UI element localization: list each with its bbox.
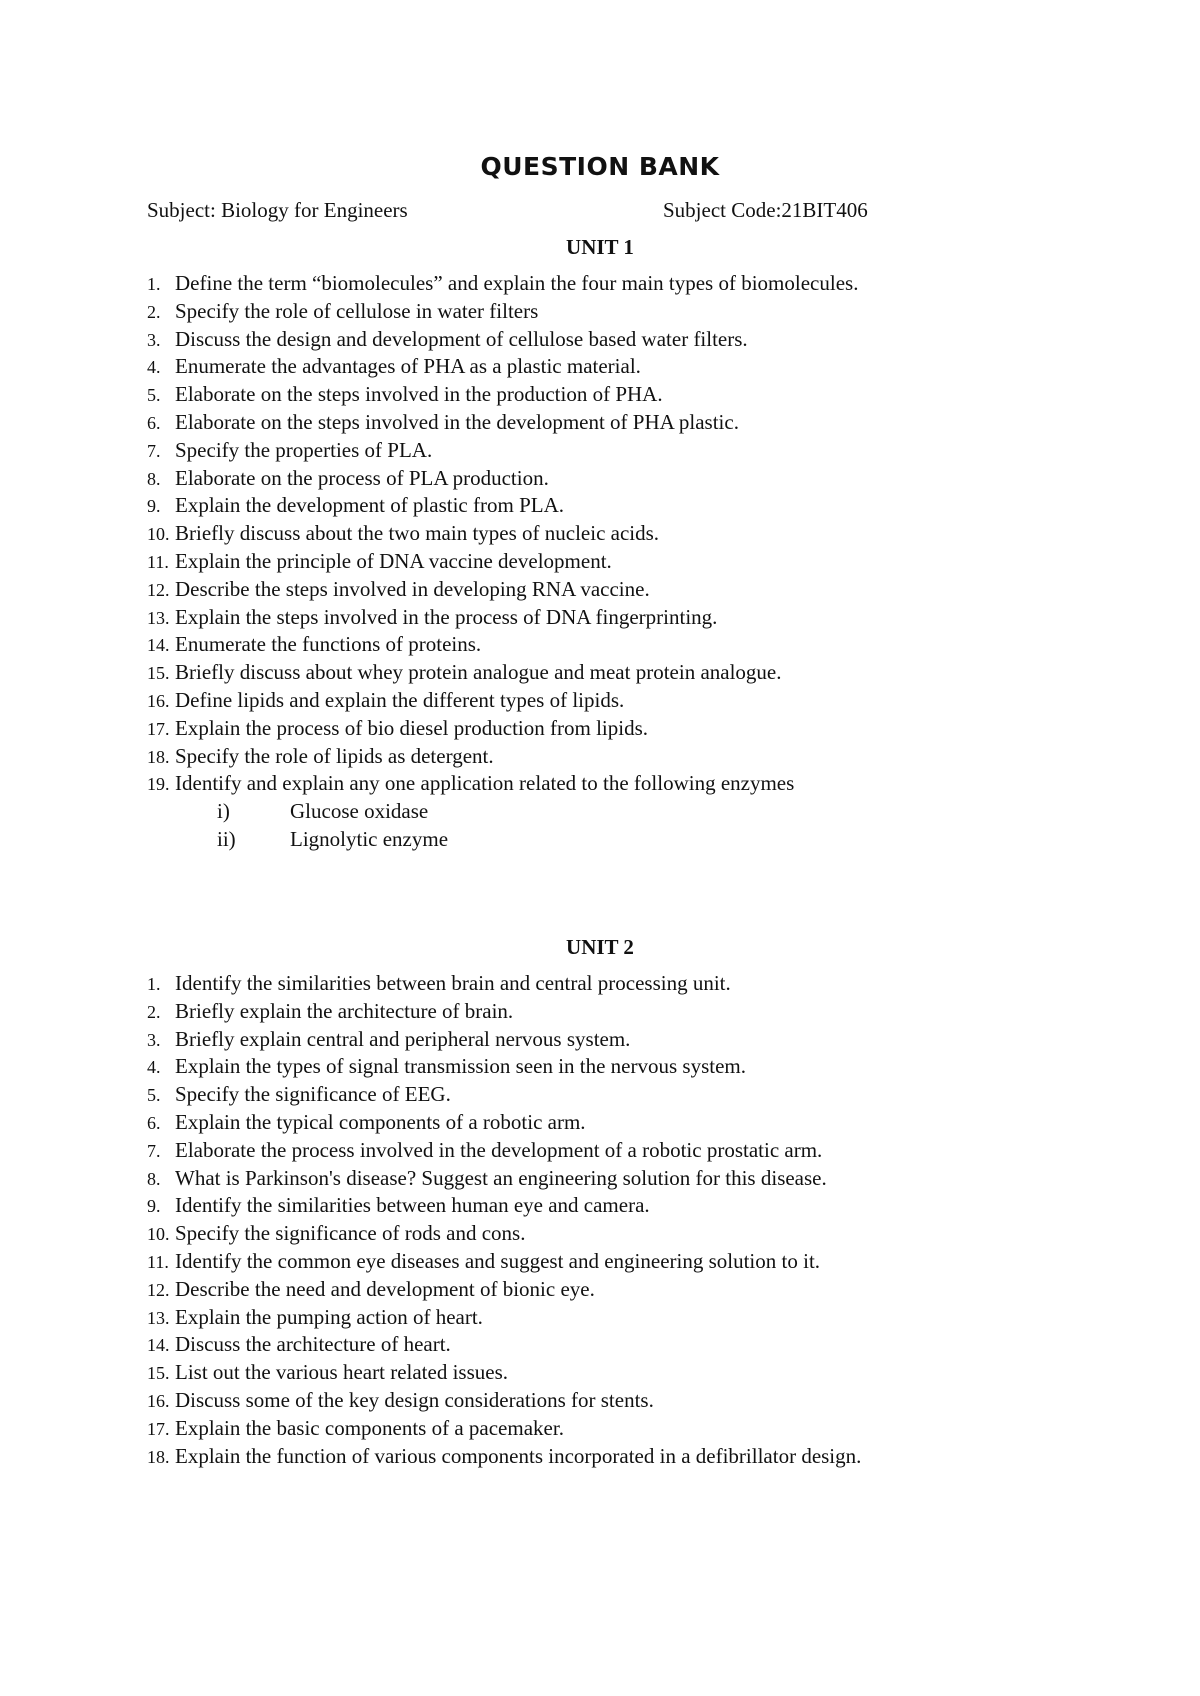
question-number: 15. bbox=[147, 663, 170, 684]
question-item bbox=[147, 270, 1047, 298]
question-item bbox=[147, 1192, 1047, 1220]
question-item bbox=[147, 998, 1047, 1026]
question-item bbox=[147, 548, 1047, 576]
question-item bbox=[147, 492, 1047, 520]
question-item bbox=[147, 1443, 1047, 1471]
question-item bbox=[147, 1304, 1047, 1332]
question-text: Discuss the architecture of heart. bbox=[175, 1332, 451, 1357]
sub-item bbox=[217, 798, 448, 826]
question-item bbox=[147, 409, 1047, 437]
question-text: Specify the significance of EEG. bbox=[175, 1082, 451, 1107]
question-number: 1. bbox=[147, 274, 161, 294]
question-number: 5. bbox=[147, 385, 161, 406]
subject-code: Subject Code:21BIT406 bbox=[663, 198, 868, 222]
question-item bbox=[147, 1359, 1047, 1387]
question-text: Discuss the design and development of cellulose based water filters. bbox=[175, 326, 748, 351]
question-number: 11. bbox=[147, 1251, 169, 1272]
question-number: 8. bbox=[147, 1168, 161, 1189]
question-number: 6. bbox=[147, 1112, 161, 1133]
question-item bbox=[147, 1331, 1047, 1359]
question-number: 2. bbox=[147, 301, 161, 322]
question-number: 18. bbox=[147, 1446, 170, 1467]
question-number: 9. bbox=[147, 496, 161, 517]
question-text: Explain the principle of DNA vaccine development. bbox=[175, 548, 612, 573]
question-number: 6. bbox=[147, 412, 161, 433]
question-number: 16. bbox=[147, 690, 170, 711]
question-item bbox=[147, 353, 1047, 381]
question-number: 15. bbox=[147, 1363, 170, 1384]
question-item bbox=[147, 437, 1047, 465]
question-item bbox=[147, 659, 1047, 687]
question-text: Briefly explain the architecture of brain. bbox=[175, 998, 514, 1023]
question-number: 12. bbox=[147, 579, 170, 600]
question-number: 4. bbox=[147, 1057, 161, 1078]
question-text: Explain the typical components of a robotic arm. bbox=[175, 1109, 586, 1134]
sub-item-text: Lignolytic enzyme bbox=[290, 826, 449, 851]
question-number: 9. bbox=[147, 1196, 161, 1217]
page-title: QUESTION BANK bbox=[480, 152, 720, 181]
question-item bbox=[147, 1220, 1047, 1248]
question-item bbox=[147, 631, 1047, 659]
question-item bbox=[147, 1026, 1047, 1054]
question-text: Identify the similarities between brain and central processing unit. bbox=[175, 971, 731, 995]
question-number: 5. bbox=[147, 1085, 161, 1106]
question-number: 14. bbox=[147, 1335, 170, 1356]
question-number: 17. bbox=[147, 1418, 170, 1439]
question-number: 19. bbox=[147, 774, 170, 795]
question-item bbox=[147, 381, 1047, 409]
question-number: 13. bbox=[147, 1307, 170, 1328]
question-item bbox=[147, 520, 1047, 548]
sub-item bbox=[217, 826, 448, 854]
question-text: Explain the pumping action of heart. bbox=[175, 1304, 483, 1329]
enzyme-sublist bbox=[217, 798, 448, 854]
question-number: 3. bbox=[147, 329, 161, 350]
question-text: Specify the role of lipids as detergent. bbox=[175, 743, 494, 768]
question-text: Elaborate on the steps involved in the production of PHA. bbox=[175, 382, 663, 407]
question-text: Describe the need and development of bionic eye. bbox=[175, 1276, 595, 1301]
question-text: Identify the common eye diseases and suggest and engineering solution to it. bbox=[175, 1248, 821, 1273]
question-item bbox=[147, 1276, 1047, 1304]
question-number: 17. bbox=[147, 718, 170, 739]
question-item bbox=[147, 604, 1047, 632]
question-item bbox=[147, 687, 1047, 715]
question-item bbox=[147, 1387, 1047, 1415]
question-item bbox=[147, 1053, 1047, 1081]
question-text: Elaborate the process involved in the development of a robotic prostatic arm. bbox=[175, 1137, 823, 1162]
unit-1-question-list bbox=[147, 270, 1047, 851]
question-number: 10. bbox=[147, 524, 170, 545]
question-number: 12. bbox=[147, 1279, 170, 1300]
question-text: Briefly discuss about the two main types of nucleic acids. bbox=[175, 521, 660, 546]
question-item bbox=[147, 1137, 1047, 1165]
question-text: Identify and explain any one application related to the following enzymes bbox=[175, 771, 795, 796]
question-number: 4. bbox=[147, 357, 161, 378]
question-text: Briefly discuss about whey protein analogue and meat protein analogue. bbox=[175, 660, 782, 685]
question-text: Specify the role of cellulose in water filters bbox=[175, 298, 539, 323]
question-item bbox=[147, 298, 1047, 326]
question-item bbox=[147, 465, 1047, 493]
question-number: 2. bbox=[147, 1001, 161, 1022]
question-number: 18. bbox=[147, 746, 170, 767]
question-text: Explain the types of signal transmission seen in the nervous system. bbox=[175, 1054, 746, 1079]
question-text: Briefly explain central and peripheral nervous system. bbox=[175, 1026, 631, 1051]
question-text: Specify the significance of rods and cons. bbox=[175, 1221, 526, 1246]
question-number: 11. bbox=[147, 551, 169, 572]
question-item bbox=[147, 743, 1047, 771]
unit-2-heading: UNIT 2 bbox=[566, 935, 634, 959]
question-text: What is Parkinson's disease? Suggest an engineering solution for this disease. bbox=[175, 1165, 827, 1190]
question-text: Define lipids and explain the different types of lipids. bbox=[175, 687, 625, 712]
question-text: Elaborate on the process of PLA production. bbox=[175, 465, 549, 490]
sub-item-text: Glucose oxidase bbox=[290, 799, 429, 824]
question-text: Explain the basic components of a pacemaker. bbox=[175, 1415, 564, 1440]
question-text: Explain the development of plastic from PLA. bbox=[175, 493, 564, 518]
question-item bbox=[147, 1109, 1047, 1137]
question-item bbox=[147, 1248, 1047, 1276]
unit-2-question-list bbox=[147, 970, 1047, 1470]
question-number: 10. bbox=[147, 1224, 170, 1245]
question-item bbox=[147, 1081, 1047, 1109]
question-text: List out the various heart related issues. bbox=[175, 1360, 508, 1385]
question-text: Explain the function of various components incorporated in a defibrillator design. bbox=[175, 1443, 862, 1468]
question-item bbox=[147, 1165, 1047, 1193]
question-text: Elaborate on the steps involved in the development of PHA plastic. bbox=[175, 409, 739, 434]
question-text: Describe the steps involved in developing RNA vaccine. bbox=[175, 576, 650, 601]
question-item bbox=[147, 715, 1047, 743]
unit-1-heading: UNIT 1 bbox=[566, 235, 634, 259]
question-number: 7. bbox=[147, 440, 161, 461]
question-number: 13. bbox=[147, 607, 170, 628]
question-text: Enumerate the functions of proteins. bbox=[175, 632, 482, 657]
question-text: Discuss some of the key design considerations for stents. bbox=[175, 1387, 654, 1412]
question-number: 16. bbox=[147, 1390, 170, 1411]
question-text: Specify the properties of PLA. bbox=[175, 437, 433, 462]
question-text: Explain the process of bio diesel production from lipids. bbox=[175, 715, 648, 740]
question-number: 8. bbox=[147, 468, 161, 489]
question-text: Identify the similarities between human eye and camera. bbox=[175, 1193, 650, 1218]
question-item bbox=[147, 970, 1047, 998]
question-number: 14. bbox=[147, 635, 170, 656]
question-number: 7. bbox=[147, 1140, 161, 1161]
question-item bbox=[147, 326, 1047, 354]
sub-item-number: ii) bbox=[217, 826, 236, 851]
question-text: Explain the steps involved in the process of DNA fingerprinting. bbox=[175, 604, 718, 629]
subject-name: Subject: Biology for Engineers bbox=[147, 198, 408, 222]
question-item bbox=[147, 576, 1047, 604]
question-text: Enumerate the advantages of PHA as a plastic material. bbox=[175, 354, 641, 379]
question-number: 1. bbox=[147, 974, 161, 994]
sub-item-number: i) bbox=[217, 799, 230, 824]
question-text: Define the term “biomolecules” and explain the four main types of biomolecules. bbox=[175, 271, 859, 295]
question-item bbox=[147, 770, 1047, 851]
question-number: 3. bbox=[147, 1029, 161, 1050]
question-item bbox=[147, 1415, 1047, 1443]
